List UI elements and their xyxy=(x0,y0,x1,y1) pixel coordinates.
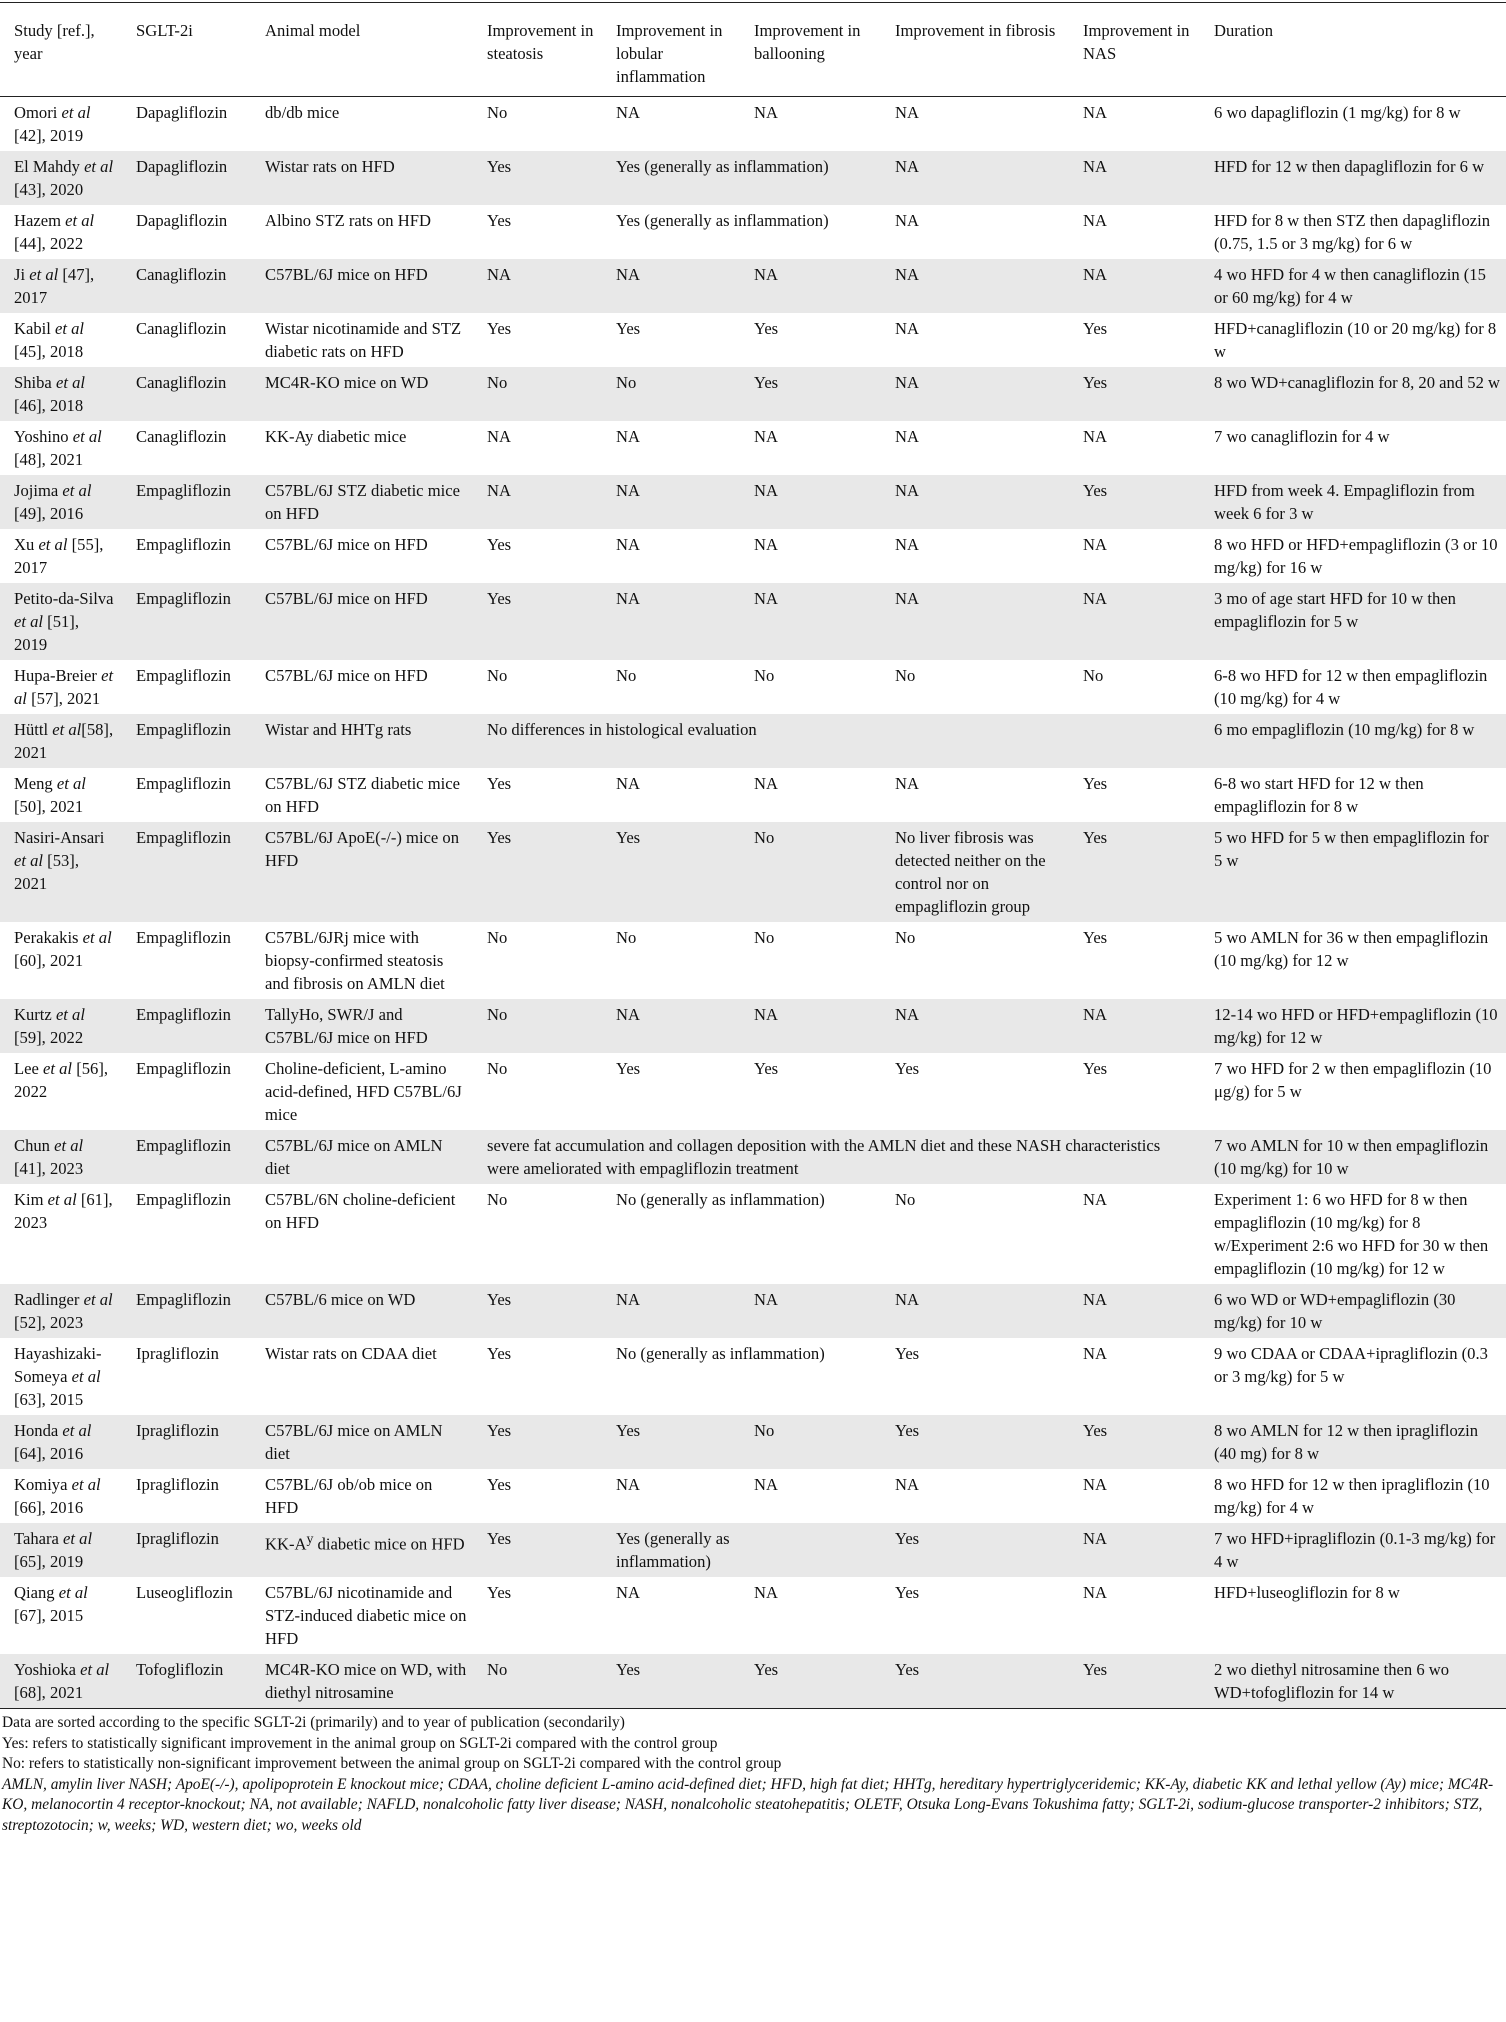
footnote-abbreviations: AMLN, amylin liver NASH; ApoE(-/-), apolipoprotein E knockout mice; CDAA, choline deficient L-amino acid-defined diet; HFD, high fat diet; HHTg, hereditary hypertriglyceridemic; KK-Ay, diabetic KK and lethal yellow (Ay) mice; MC4R-KO, melanocortin 4 receptor-knockout; NA, not available; NAFLD, nonalcoholic fatty liver disease; NASH, nonalcoholic steatohepatitis; OLETF, Otsuka Long-Evans Tokushima fatty; SGLT-2i, sodium-glucose transporter-2 inhibitors; STZ, streptozotocin; w, weeks; WD, western diet; wo, weeks old xyxy=(2,1775,1494,1834)
cell-fibrosis: No xyxy=(895,666,916,685)
cell-steatosis: No xyxy=(487,103,508,122)
cell-steatosis: Yes xyxy=(487,1583,512,1602)
cell-animal-model: C57BL/6N choline-deficient on HFD xyxy=(265,1190,456,1232)
cell-duration: 6-8 wo HFD for 12 w then empagliflozin (10 mg/kg) for 4 w xyxy=(1214,666,1488,708)
table-row xyxy=(0,1469,1506,1523)
footnote-sorting: Data are sorted according to the specific SGLT-2i (primarily) and to year of publication (secondarily) xyxy=(2,1714,625,1731)
cell-histology-summary: severe fat accumulation and collagen deposition with the AMLN diet and these NASH characteristics were ameliorated with empagliflozin treatment xyxy=(473,1130,1200,1184)
cell-sglt2i: Ipragliflozin xyxy=(136,1475,219,1494)
cell-animal-model: C57BL/6J mice on AMLN diet xyxy=(251,1130,473,1184)
cell-nas: NA xyxy=(1083,535,1107,554)
cell-ballooning: No xyxy=(740,1415,881,1469)
cell-duration: HFD+canagliflozin (10 or 20 mg/kg) for 8 w xyxy=(1214,319,1497,361)
cell-lobular-inflammation: NA xyxy=(602,475,740,529)
cell-study: Yoshioka et al [68], 2021 xyxy=(0,1654,122,1709)
cell-duration: 4 wo HFD for 4 w then canagliflozin (15 or 60 mg/kg) for 4 w xyxy=(1200,259,1506,313)
table-row xyxy=(0,529,1506,583)
table-row xyxy=(0,1184,1506,1284)
cell-lobular-inflammation: Yes xyxy=(616,319,641,338)
cell-animal-model: Wistar rats on HFD xyxy=(251,151,473,205)
cell-study: Radlinger et al [52], 2023 xyxy=(0,1284,122,1338)
cell-fibrosis: NA xyxy=(881,999,1069,1053)
col-header-animal-model: Animal model xyxy=(251,3,473,97)
cell-lobular-inflammation: NA xyxy=(602,1284,740,1338)
cell-animal-model: C57BL/6J ApoE(-/-) mice on HFD xyxy=(251,822,473,922)
cell-steatosis: Yes xyxy=(487,774,512,793)
cell-animal-model: C57BL/6J mice on HFD xyxy=(265,666,428,685)
cell-ballooning: NA xyxy=(754,535,778,554)
cell-ballooning: Yes xyxy=(740,367,881,421)
cell-steatosis: No xyxy=(473,1654,602,1709)
cell-fibrosis: NA xyxy=(881,367,1069,421)
cell-nas: NA xyxy=(1069,583,1200,660)
cell-ballooning: No xyxy=(754,666,775,685)
cell-steatosis: No xyxy=(487,928,508,947)
cell-study: Ji et al [47], 2017 xyxy=(0,259,122,313)
cell-duration: 6 mo empagliflozin (10 mg/kg) for 8 w xyxy=(1200,714,1506,768)
cell-steatosis: Yes xyxy=(473,1284,602,1338)
cell-study: Meng et al [50], 2021 xyxy=(14,774,86,816)
table-row xyxy=(0,1338,1506,1415)
cell-nas: NA xyxy=(1083,103,1107,122)
cell-nas: NA xyxy=(1083,1190,1107,1209)
cell-fibrosis: NA xyxy=(895,535,919,554)
cell-study: Perakakis et al [60], 2021 xyxy=(14,928,112,970)
cell-lobular-inflammation: NA xyxy=(602,259,740,313)
cell-nas: Yes xyxy=(1083,1059,1108,1078)
cell-steatosis: Yes xyxy=(487,535,512,554)
table-row xyxy=(0,151,1506,205)
cell-study: Hupa-Breier et al [57], 2021 xyxy=(14,666,114,708)
cell-study: Kurtz et al [59], 2022 xyxy=(0,999,122,1053)
table-row xyxy=(0,97,1506,152)
cell-duration: 7 wo HFD+ipragliflozin (0.1-3 mg/kg) for 4 w xyxy=(1200,1523,1506,1577)
cell-nas: NA xyxy=(1069,1523,1200,1577)
col-header-sglt2i: SGLT-2i xyxy=(122,3,251,97)
cell-steatosis: Yes xyxy=(487,1475,512,1494)
cell-duration: 9 wo CDAA or CDAA+ipragliflozin (0.3 or 3 mg/kg) for 5 w xyxy=(1214,1344,1488,1386)
cell-ballooning: No xyxy=(754,928,775,947)
cell-duration: Experiment 1: 6 wo HFD for 8 w then empagliflozin (10 mg/kg) for 8 w/Experiment 2:6 wo HFD for 30 w then empagliflozin (10 mg/kg) for 12 w xyxy=(1214,1190,1489,1278)
cell-lobular-inflammation: Yes (generally as inflammation) xyxy=(602,1523,740,1577)
cell-animal-model: db/db mice xyxy=(265,103,340,122)
cell-animal-model: $KK-A^y$ diabetic mice on HFD xyxy=(251,1523,473,1577)
cell-animal-model: C57BL/6J STZ diabetic mice on HFD xyxy=(251,475,473,529)
cell-nas: NA xyxy=(1083,427,1107,446)
table-body xyxy=(0,97,1506,1709)
cell-nas: Yes xyxy=(1083,319,1108,338)
cell-sglt2i: Ipragliflozin xyxy=(136,1344,219,1363)
cell-duration: 8 wo AMLN for 12 w then ipragliflozin (40 mg) for 8 w xyxy=(1200,1415,1506,1469)
cell-study: Hüttl et al[58], 2021 xyxy=(0,714,122,768)
cell-fibrosis: Yes xyxy=(895,1344,920,1363)
cell-duration: 3 mo of age start HFD for 10 w then empagliflozin for 5 w xyxy=(1200,583,1506,660)
table-row xyxy=(0,1053,1506,1130)
cell-sglt2i: Ipragliflozin xyxy=(122,1523,251,1577)
cell-study: Yoshino et al [48], 2021 xyxy=(14,427,102,469)
cell-duration: 5 wo AMLN for 36 w then empagliflozin (10 mg/kg) for 12 w xyxy=(1214,928,1489,970)
table-row xyxy=(0,1415,1506,1469)
col-header-ballooning: Improvement in ballooning xyxy=(740,3,881,97)
cell-histology-summary: No differences in histological evaluation xyxy=(473,714,1200,768)
cell-fibrosis: NA xyxy=(895,319,919,338)
col-header-steatosis: Improvement in steatosis xyxy=(473,3,602,97)
table-row xyxy=(0,1130,1506,1184)
cell-steatosis: Yes xyxy=(487,211,512,230)
col-header-nas: Improvement in NAS xyxy=(1069,3,1200,97)
cell-animal-model: C57BL/6J mice on AMLN diet xyxy=(251,1415,473,1469)
cell-lobular-inflammation: Yes xyxy=(616,1059,641,1078)
cell-steatosis: No xyxy=(487,1059,508,1078)
cell-lobular-inflammation: No xyxy=(616,928,637,947)
cell-ballooning: Yes xyxy=(740,1654,881,1709)
cell-animal-model: KK-Ay diabetic mice xyxy=(265,427,407,446)
cell-animal-model: C57BL/6J mice on HFD xyxy=(265,535,428,554)
cell-fibrosis: NA xyxy=(895,427,919,446)
cell-nas: Yes xyxy=(1083,928,1108,947)
cell-sglt2i: Empagliflozin xyxy=(136,928,231,947)
cell-study: Xu et al [55], 2017 xyxy=(14,535,104,577)
cell-fibrosis: Yes xyxy=(881,1654,1069,1709)
table-row xyxy=(0,768,1506,822)
cell-animal-model: C57BL/6J mice on HFD xyxy=(251,259,473,313)
table-row xyxy=(0,421,1506,475)
cell-study: Chun et al [41], 2023 xyxy=(0,1130,122,1184)
cell-study: Tahara et al [65], 2019 xyxy=(0,1523,122,1577)
cell-lobular-inflammation: NA xyxy=(602,583,740,660)
cell-duration: HFD for 8 w then STZ then dapagliflozin (0.75, 1.5 or 3 mg/kg) for 6 w xyxy=(1214,211,1491,253)
cell-fibrosis: No liver fibrosis was detected neither on the control nor on empagliflozin group xyxy=(881,822,1069,922)
cell-animal-model: C57BL/6J ob/ob mice on HFD xyxy=(265,1475,433,1517)
cell-sglt2i: Luseogliflozin xyxy=(136,1583,233,1602)
cell-lobular-inflammation: No xyxy=(602,367,740,421)
cell-animal-model: Wistar rats on CDAA diet xyxy=(265,1344,437,1363)
cell-duration: 12-14 wo HFD or HFD+empagliflozin (10 mg/kg) for 12 w xyxy=(1200,999,1506,1053)
cell-steatosis: Yes xyxy=(487,319,512,338)
footnote-no: No: refers to statistically non-significant improvement between the animal group on SGLT-2i compared with the control group xyxy=(2,1755,782,1773)
cell-nas: NA xyxy=(1069,259,1200,313)
cell-ballooning: NA xyxy=(740,583,881,660)
cell-ballooning: NA xyxy=(754,1583,778,1602)
cell-nas: NA xyxy=(1069,999,1200,1053)
cell-lobular-ballooning: No (generally as inflammation) xyxy=(616,1344,825,1363)
cell-nas: NA xyxy=(1069,151,1200,205)
table-row xyxy=(0,1523,1506,1577)
table-row xyxy=(0,999,1506,1053)
cell-fibrosis: NA xyxy=(895,1475,919,1494)
cell-fibrosis: Yes xyxy=(895,1059,920,1078)
cell-nas: Yes xyxy=(1069,1415,1200,1469)
table-row xyxy=(0,583,1506,660)
cell-animal-model: Choline-deficient, L-amino acid-defined, HFD C57BL/6J mice xyxy=(265,1059,462,1124)
cell-ballooning: NA xyxy=(740,1284,881,1338)
cell-steatosis: Yes xyxy=(473,822,602,922)
cell-study: El Mahdy et al [43], 2020 xyxy=(0,151,122,205)
cell-fibrosis: No xyxy=(895,1190,916,1209)
cell-lobular-inflammation: Yes xyxy=(602,1654,740,1709)
cell-fibrosis: Yes xyxy=(881,1415,1069,1469)
cell-sglt2i: Canagliflozin xyxy=(122,259,251,313)
col-header-study: Study [ref.], year xyxy=(0,3,122,97)
cell-study: Qiang et al [67], 2015 xyxy=(14,1583,88,1625)
cell-nas: NA xyxy=(1083,211,1107,230)
cell-steatosis: No xyxy=(487,1190,508,1209)
cell-duration: 6-8 wo start HFD for 12 w then empagliflozin for 8 w xyxy=(1214,774,1424,816)
table-footnotes xyxy=(0,1709,1506,1837)
cell-lobular-inflammation: Yes xyxy=(602,1415,740,1469)
cell-sglt2i: Empagliflozin xyxy=(122,714,251,768)
cell-animal-model: Wistar nicotinamide and STZ diabetic rats on HFD xyxy=(265,319,462,361)
table-row xyxy=(0,259,1506,313)
table-row xyxy=(0,822,1506,922)
cell-duration: 8 wo HFD for 12 w then ipragliflozin (10 mg/kg) for 4 w xyxy=(1214,1475,1490,1517)
table-row xyxy=(0,475,1506,529)
cell-steatosis: No xyxy=(487,666,508,685)
cell-duration: 7 wo AMLN for 10 w then empagliflozin (10 mg/kg) for 10 w xyxy=(1200,1130,1506,1184)
cell-sglt2i: Dapagliflozin xyxy=(122,151,251,205)
cell-sglt2i: Dapagliflozin xyxy=(136,103,228,122)
cell-fibrosis: NA xyxy=(881,1284,1069,1338)
cell-ballooning: NA xyxy=(754,774,778,793)
cell-lobular-inflammation: NA xyxy=(616,535,640,554)
cell-steatosis: No xyxy=(473,367,602,421)
cell-fibrosis: NA xyxy=(881,583,1069,660)
cell-lobular-ballooning: Yes (generally as inflammation) xyxy=(616,211,829,230)
cell-lobular-inflammation: NA xyxy=(602,999,740,1053)
cell-animal-model: Albino STZ rats on HFD xyxy=(265,211,431,230)
cell-lobular-inflammation: No xyxy=(616,666,637,685)
cell-sglt2i: Empagliflozin xyxy=(136,535,231,554)
cell-study: Jojima et al [49], 2016 xyxy=(0,475,122,529)
cell-study: Shiba et al [46], 2018 xyxy=(0,367,122,421)
cell-duration: 8 wo HFD or HFD+empagliflozin (3 or 10 mg/kg) for 16 w xyxy=(1214,535,1498,577)
cell-sglt2i: Empagliflozin xyxy=(122,1130,251,1184)
cell-animal-model: C57BL/6 mice on WD xyxy=(251,1284,473,1338)
cell-nas: NA xyxy=(1069,1284,1200,1338)
cell-steatosis: Yes xyxy=(473,151,602,205)
cell-duration: 5 wo HFD for 5 w then empagliflozin for 5 w xyxy=(1200,822,1506,922)
cell-study: Hayashizaki-Someya et al [63], 2015 xyxy=(14,1344,102,1409)
cell-steatosis: NA xyxy=(487,427,511,446)
studies-table xyxy=(0,2,1506,1709)
cell-animal-model: C57BL/6J mice on HFD xyxy=(251,583,473,660)
col-header-lobular-inflammation: Improvement in lobular inflammation xyxy=(602,3,740,97)
cell-animal-model: C57BL/6J nicotinamide and STZ-induced diabetic mice on HFD xyxy=(265,1583,467,1648)
cell-ballooning: NA xyxy=(740,475,881,529)
cell-duration: HFD for 12 w then dapagliflozin for 6 w xyxy=(1200,151,1506,205)
cell-ballooning: Yes xyxy=(754,319,779,338)
cell-sglt2i: Empagliflozin xyxy=(122,475,251,529)
cell-duration: 8 wo WD+canagliflozin for 8, 20 and 52 w xyxy=(1200,367,1506,421)
cell-animal-model: C57BL/6J STZ diabetic mice on HFD xyxy=(265,774,460,816)
cell-lobular-inflammation: NA xyxy=(616,1583,640,1602)
cell-animal-model: TallyHo, SWR/J and C57BL/6J mice on HFD xyxy=(251,999,473,1053)
cell-study: Kabil et al [45], 2018 xyxy=(14,319,85,361)
cell-fibrosis: NA xyxy=(895,774,919,793)
cell-fibrosis: No xyxy=(895,928,916,947)
cell-study: Kim et al [61], 2023 xyxy=(14,1190,113,1232)
table-row xyxy=(0,367,1506,421)
cell-nas: Yes xyxy=(1069,367,1200,421)
cell-lobular-ballooning: Yes (generally as inflammation) xyxy=(602,151,881,205)
cell-sglt2i: Canagliflozin xyxy=(136,319,227,338)
cell-sglt2i: Empagliflozin xyxy=(122,822,251,922)
table-row xyxy=(0,1654,1506,1709)
cell-sglt2i: Empagliflozin xyxy=(122,1284,251,1338)
col-header-fibrosis: Improvement in fibrosis xyxy=(881,3,1069,97)
table-row xyxy=(0,205,1506,259)
table-row xyxy=(0,313,1506,367)
cell-nas: Yes xyxy=(1069,1654,1200,1709)
cell-steatosis: Yes xyxy=(487,1344,512,1363)
cell-sglt2i: Ipragliflozin xyxy=(122,1415,251,1469)
cell-ballooning: Yes xyxy=(754,1059,779,1078)
cell-fibrosis: NA xyxy=(881,259,1069,313)
cell-duration: 7 wo canagliflozin for 4 w xyxy=(1214,427,1390,446)
cell-ballooning xyxy=(740,1523,881,1577)
cell-sglt2i: Canagliflozin xyxy=(122,367,251,421)
cell-fibrosis: NA xyxy=(881,475,1069,529)
cell-study: Petito-da-Silva et al [51], 2019 xyxy=(0,583,122,660)
cell-animal-model: Wistar and HHTg rats xyxy=(251,714,473,768)
col-header-duration: Duration xyxy=(1200,3,1506,97)
cell-ballooning: No xyxy=(740,822,881,922)
cell-nas: NA xyxy=(1083,1583,1107,1602)
cell-sglt2i: Empagliflozin xyxy=(136,774,231,793)
cell-ballooning: NA xyxy=(754,103,778,122)
footnote-yes: Yes: refers to statistically significant improvement in the animal group on SGLT-2i compared with the control group xyxy=(2,1734,718,1752)
cell-study: Lee et al [56], 2022 xyxy=(14,1059,108,1101)
cell-steatosis: Yes xyxy=(473,1523,602,1577)
cell-ballooning: NA xyxy=(740,259,881,313)
cell-duration: HFD+luseogliflozin for 8 w xyxy=(1214,1583,1400,1602)
cell-duration: 6 wo dapagliflozin (1 mg/kg) for 8 w xyxy=(1214,103,1461,122)
cell-sglt2i: Empagliflozin xyxy=(136,1190,231,1209)
table-row xyxy=(0,1284,1506,1338)
cell-steatosis: Yes xyxy=(473,1415,602,1469)
cell-animal-model: MC4R-KO mice on WD xyxy=(251,367,473,421)
cell-duration: 7 wo HFD for 2 w then empagliflozin (10 μg/g) for 5 w xyxy=(1214,1059,1492,1101)
cell-sglt2i: Canagliflozin xyxy=(136,427,227,446)
cell-duration: 2 wo diethyl nitrosamine then 6 wo WD+tofogliflozin for 14 w xyxy=(1200,1654,1506,1709)
cell-fibrosis: NA xyxy=(881,151,1069,205)
cell-nas: Yes xyxy=(1083,774,1108,793)
cell-fibrosis: NA xyxy=(895,211,919,230)
cell-lobular-inflammation: NA xyxy=(616,774,640,793)
cell-lobular-inflammation: NA xyxy=(616,1475,640,1494)
table-row xyxy=(0,922,1506,999)
cell-ballooning: NA xyxy=(740,999,881,1053)
cell-study: Honda et al [64], 2016 xyxy=(0,1415,122,1469)
cell-lobular-inflammation: NA xyxy=(616,427,640,446)
cell-study: Omori et al [42], 2019 xyxy=(14,103,91,145)
cell-lobular-inflammation: NA xyxy=(616,103,640,122)
cell-nas: No xyxy=(1083,666,1104,685)
cell-study: Hazem et al [44], 2022 xyxy=(14,211,95,253)
cell-duration: HFD from week 4. Empagliflozin from week 6 for 3 w xyxy=(1200,475,1506,529)
cell-study: Nasiri-Ansari et al [53], 2021 xyxy=(0,822,122,922)
cell-lobular-ballooning: No (generally as inflammation) xyxy=(616,1190,825,1209)
cell-fibrosis: Yes xyxy=(881,1523,1069,1577)
cell-nas: NA xyxy=(1083,1475,1107,1494)
cell-sglt2i: Empagliflozin xyxy=(136,666,231,685)
cell-duration: 6 wo WD or WD+empagliflozin (30 mg/kg) for 10 w xyxy=(1200,1284,1506,1338)
table-row xyxy=(0,1577,1506,1654)
cell-steatosis: NA xyxy=(473,475,602,529)
cell-fibrosis: NA xyxy=(895,103,919,122)
cell-ballooning: NA xyxy=(754,1475,778,1494)
cell-lobular-inflammation: Yes xyxy=(602,822,740,922)
table-header-row xyxy=(0,3,1506,97)
cell-sglt2i: Dapagliflozin xyxy=(136,211,228,230)
cell-steatosis: NA xyxy=(473,259,602,313)
cell-ballooning: NA xyxy=(754,427,778,446)
cell-animal-model: MC4R-KO mice on WD, with diethyl nitrosamine xyxy=(251,1654,473,1709)
cell-sglt2i: Empagliflozin xyxy=(122,999,251,1053)
cell-animal-model: C57BL/6JRj mice with biopsy-confirmed steatosis and fibrosis on AMLN diet xyxy=(265,928,445,993)
cell-sglt2i: Tofogliflozin xyxy=(122,1654,251,1709)
cell-fibrosis: Yes xyxy=(895,1583,920,1602)
cell-sglt2i: Empagliflozin xyxy=(122,583,251,660)
cell-nas: Yes xyxy=(1069,475,1200,529)
table-row xyxy=(0,660,1506,714)
table-row xyxy=(0,714,1506,768)
cell-study: Komiya et al [66], 2016 xyxy=(14,1475,101,1517)
cell-sglt2i: Empagliflozin xyxy=(136,1059,231,1078)
cell-steatosis: No xyxy=(473,999,602,1053)
cell-steatosis: Yes xyxy=(473,583,602,660)
cell-nas: Yes xyxy=(1069,822,1200,922)
cell-nas: NA xyxy=(1083,1344,1107,1363)
